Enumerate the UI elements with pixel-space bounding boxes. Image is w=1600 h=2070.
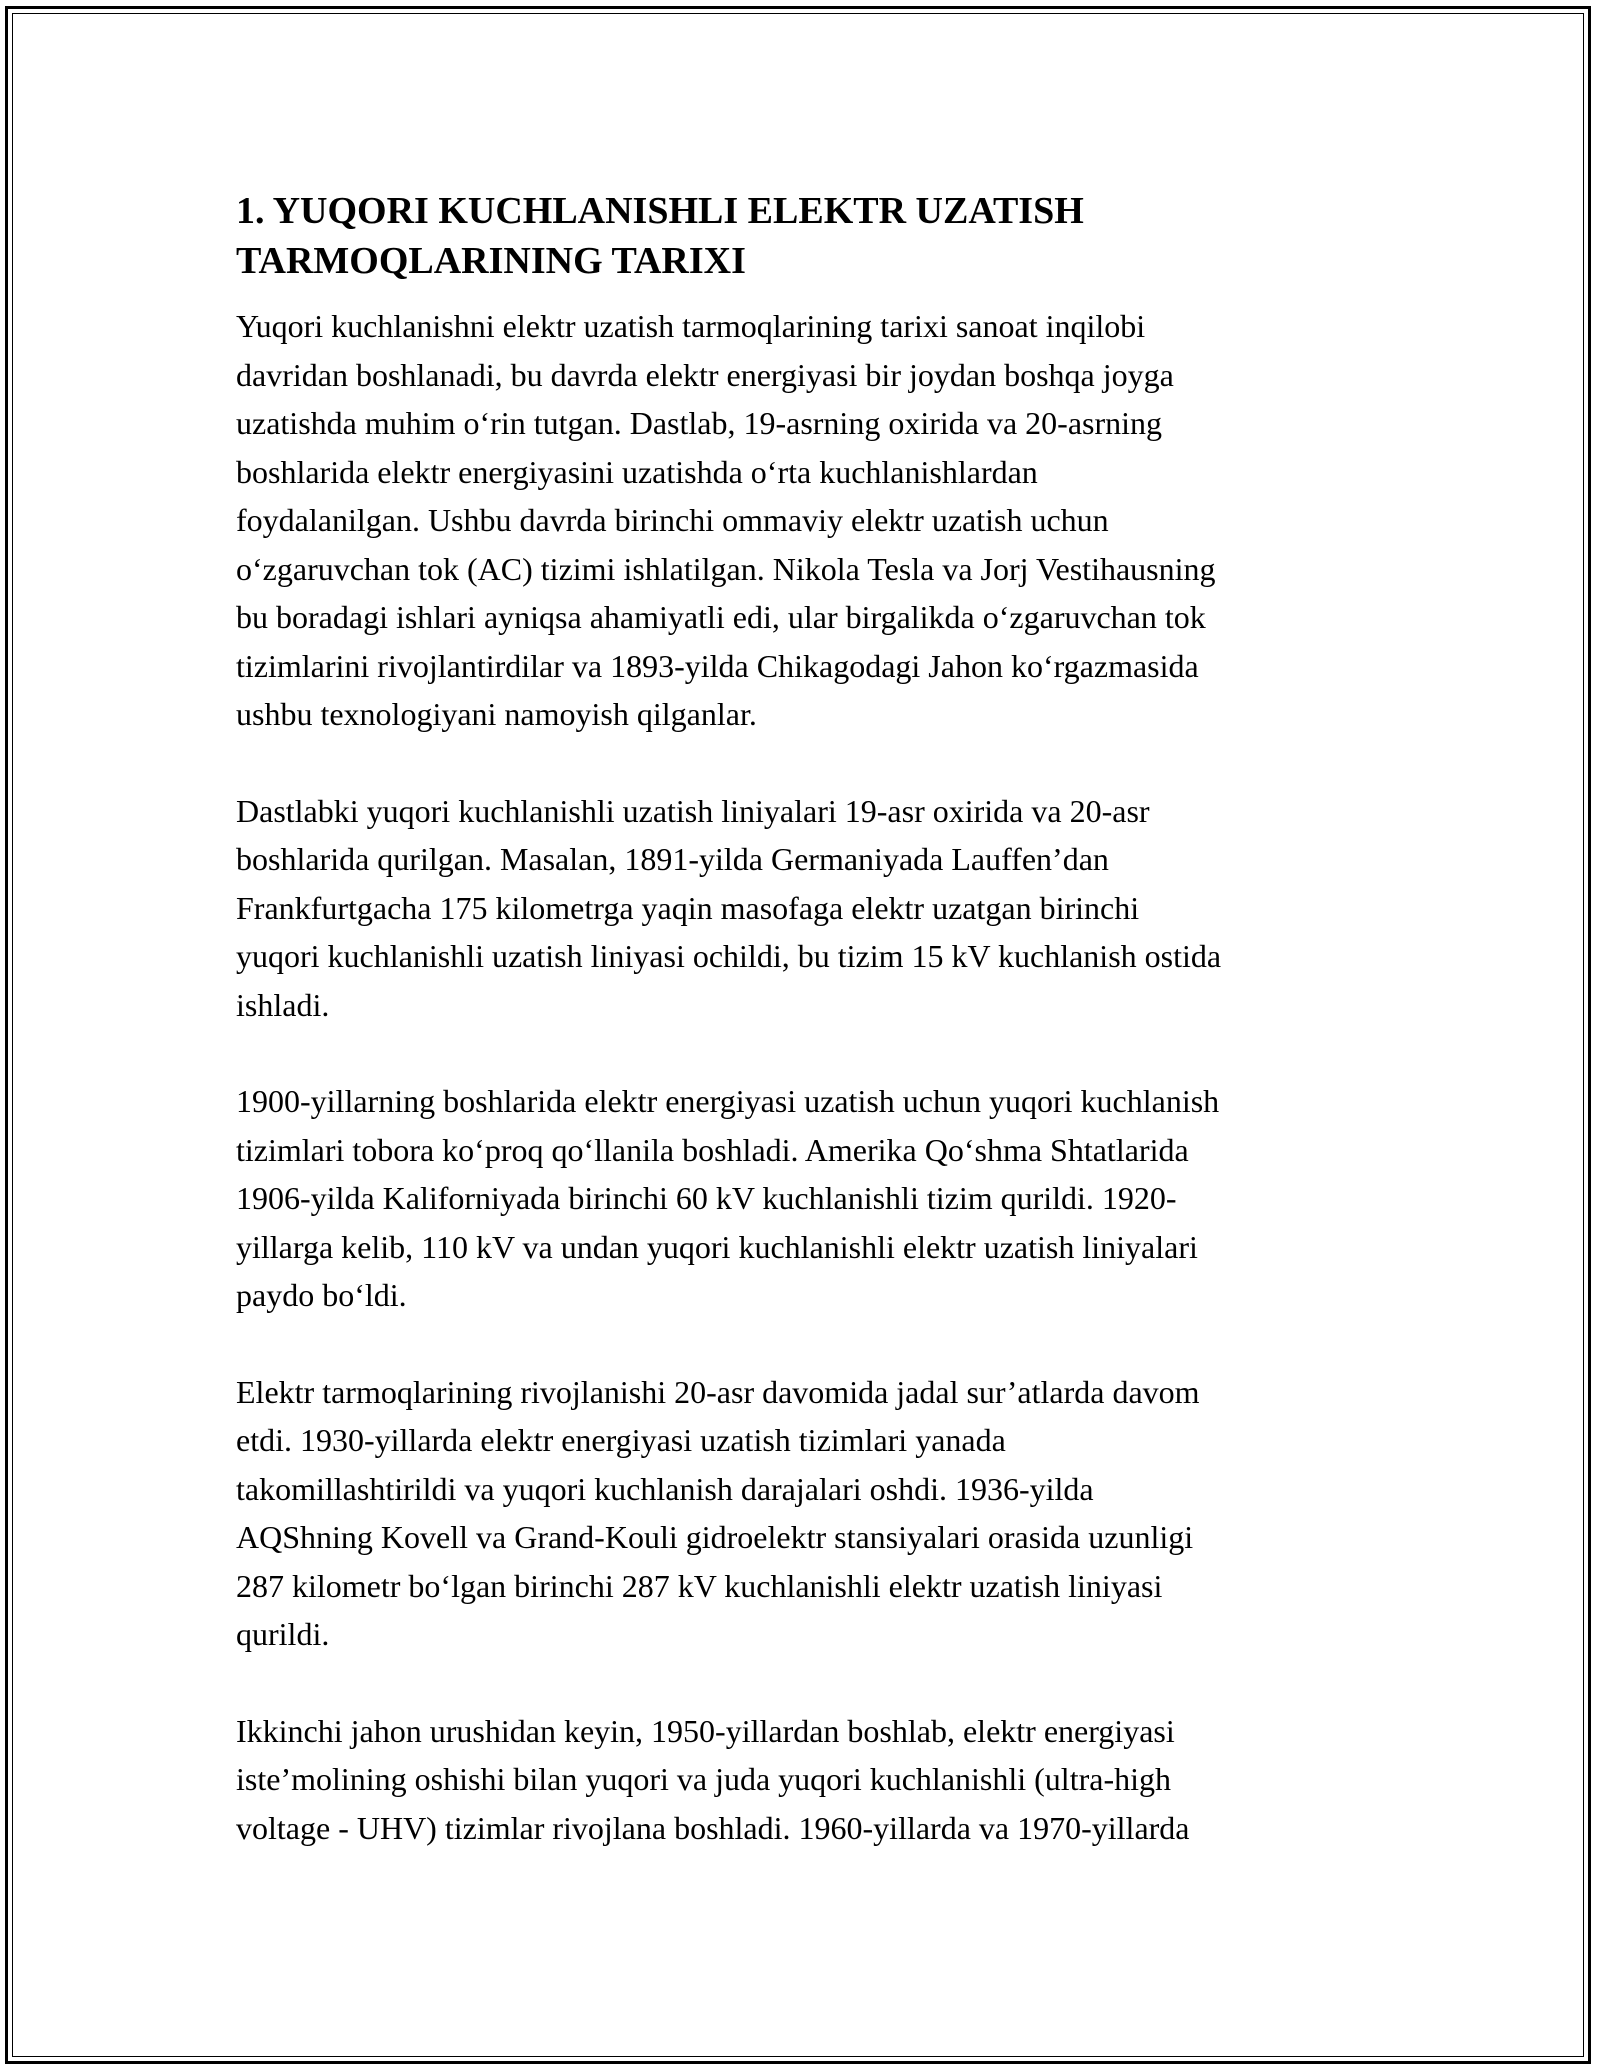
paragraph-line: 1900-yillarning boshlarida elektr energiyasi uzatish uchun yuqori kuchlanish — [236, 1083, 1220, 1119]
paragraph-line: Elektr tarmoqlarining rivojlanishi 20-asr davomida jadal sur’atlarda davom — [236, 1373, 1200, 1410]
paragraph-line: paydo bo‘ldi. — [236, 1277, 407, 1313]
paragraph-line: davridan boshlanadi, bu davrda elektr energiyasi bir joydan boshqa joyga — [236, 356, 1174, 393]
paragraph-line: AQShning Kovell va Grand-Kouli gidroelektr stansiyalari orasida uzunligi — [236, 1519, 1194, 1555]
paragraph-line: ushbu texnologiyani namoyish qilganlar. — [236, 696, 757, 732]
paragraph-line: Dastlabki yuqori kuchlanishli uzatish liniyalari 19-asr oxirida va 20-asr — [236, 792, 1150, 829]
paragraph-line: takomillashtirildi va yuqori kuchlanish darajalari oshdi. 1936-yilda — [236, 1470, 1094, 1507]
paragraph-line: yuqori kuchlanishli uzatish liniyasi ochildi, bu tizim 15 kV kuchlanish ostida — [236, 938, 1222, 974]
paragraph-line: 287 kilometr bo‘lgan birinchi 287 kV kuchlanishli elektr uzatish liniyasi — [236, 1567, 1163, 1604]
paragraph-line: iste’molining oshishi bilan yuqori va juda yuqori kuchlanishli (ultra-high — [236, 1761, 1171, 1797]
paragraph-line: Ikkinchi jahon urushidan keyin, 1950-yillardan boshlab, elektr energiyasi — [236, 1712, 1175, 1749]
section-heading — [236, 186, 1376, 286]
paragraph-line: boshlarida elektr energiyasini uzatishda o‘rta kuchlanishlardan — [236, 453, 1038, 490]
paragraph-line: Yuqori kuchlanishni elektr uzatish tarmoqlarining tarixi sanoat inqilobi — [236, 308, 1146, 344]
paragraph-4 — [236, 1368, 1376, 1659]
heading-line: 1. YUQORI KUCHLANISHLI ELEKTR UZATISH — [236, 190, 1084, 232]
paragraph-line: qurildi. — [236, 1616, 330, 1652]
paragraph-line: yillarga kelib, 110 kV va undan yuqori kuchlanishli elektr uzatish liniyalari — [236, 1228, 1198, 1265]
paragraph-line: foydalanilgan. Ushbu davrda birinchi ommaviy elektr uzatish uchun — [236, 502, 1109, 538]
paragraph-line: tizimlari tobora ko‘proq qo‘llanila boshladi. Amerika Qo‘shma Shtatlarida — [236, 1131, 1189, 1168]
paragraph-line: etdi. 1930-yillarda elektr energiyasi uzatish tizimlari yanada — [236, 1422, 1006, 1458]
paragraph-line: uzatishda muhim o‘rin tutgan. Dastlab, 19-asrning oxirida va 20-asrning — [236, 405, 1163, 441]
paragraph-1 — [236, 302, 1376, 739]
paragraph-line: Frankfurtgacha 175 kilometrga yaqin masofaga elektr uzatgan birinchi — [236, 889, 1140, 926]
paragraph-2 — [236, 787, 1376, 1030]
paragraph-3 — [236, 1077, 1376, 1320]
paragraph-line: tizimlarini rivojlantirdilar va 1893-yilda Chikagodagi Jahon ko‘rgazmasida — [236, 647, 1199, 684]
paragraph-line: boshlarida qurilgan. Masalan, 1891-yilda Germaniyada Lauffen’dan — [236, 841, 1109, 877]
paragraph-line: voltage - UHV) tizimlar rivojlana boshladi. 1960-yillarda va 1970-yillarda — [236, 1809, 1190, 1846]
paragraph-line: bu boradagi ishlari ayniqsa ahamiyatli edi, ular birgalikda o‘zgaruvchan tok — [236, 599, 1206, 635]
paragraph-5 — [236, 1707, 1376, 1853]
paragraph-line: o‘zgaruvchan tok (AC) tizimi ishlatilgan. Nikola Tesla va Jorj Vestihausning — [236, 550, 1216, 587]
paragraph-line: ishladi. — [236, 986, 330, 1023]
document-body — [236, 186, 1376, 1900]
heading-line: TARMOQLARINING TARIXI — [236, 240, 746, 282]
paragraph-line: 1906-yilda Kaliforniyada birinchi 60 kV kuchlanishli tizim qurildi. 1920- — [236, 1180, 1177, 1216]
